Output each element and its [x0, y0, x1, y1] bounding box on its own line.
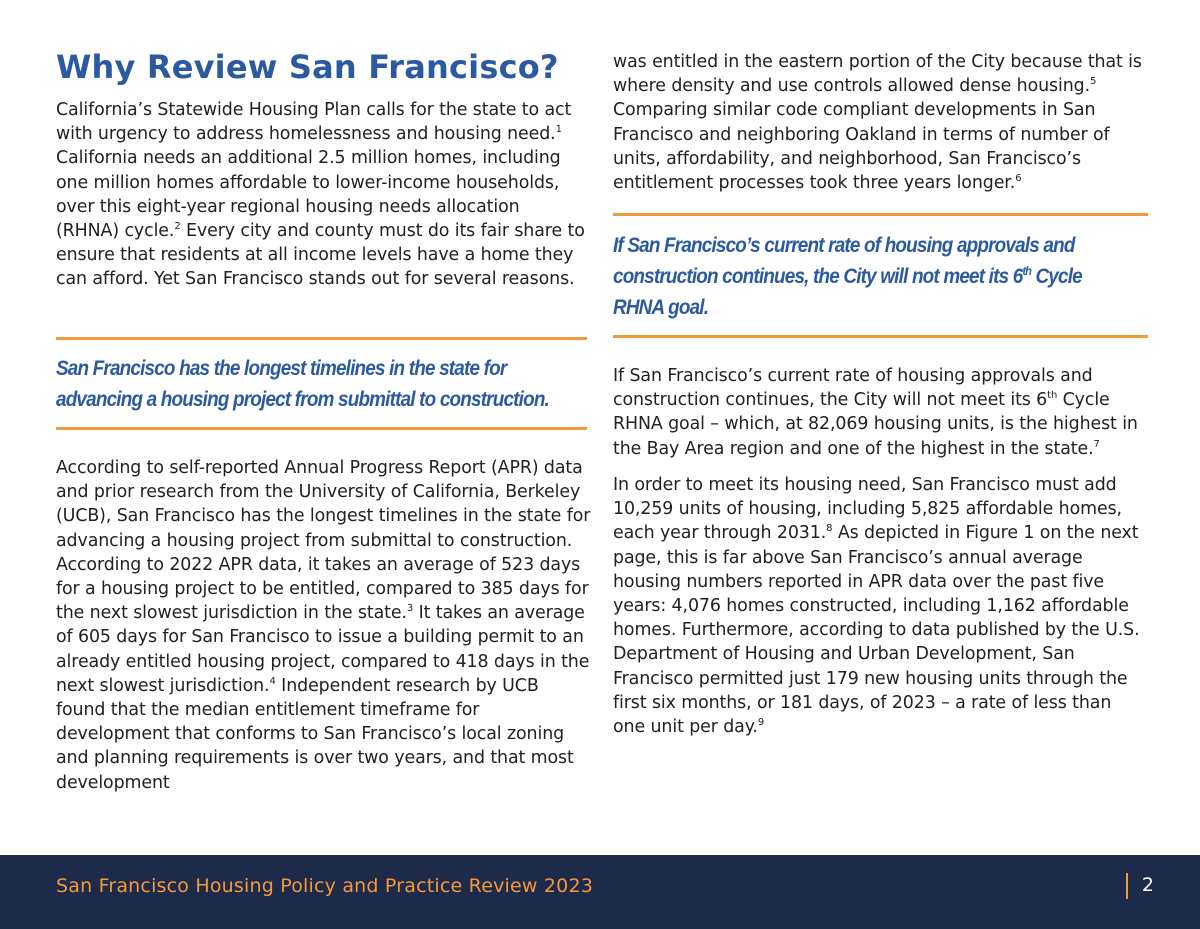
footnote-ref-2[interactable]: 2 [174, 221, 181, 233]
callout-line: RHNA goal. [613, 296, 709, 319]
footer-title: San Francisco Housing Policy and Practice Review 2023 [56, 875, 594, 897]
rhna-text-1: If San Francisco’s current rate of housing approvals and construction continues, the City will not meet its 6 [613, 366, 1093, 411]
continued-text-2: Comparing similar code compliant developments in San Francisco and neighboring Oakland in terms of number of units, affordability, and neighborhood, San Francisco’s entitlement processes took three years longer. [613, 100, 1110, 194]
rhna-paragraph: If San Francisco’s current rate of housing approvals and construction continues, the City will not meet its 6th Cycle RHNA goal – which, at 82,069 housing units, is the highest in the Bay Area region and one of the highest in the state.$^7$ [613, 366, 1138, 459]
footnote-ref-5[interactable]: 5 [1090, 76, 1097, 88]
footnote-ref-9[interactable]: 9 [757, 717, 765, 729]
intro-paragraph [56, 98, 588, 292]
continued-text-1: was entitled in the eastern portion of the City because that is where density and use controls allowed dense housing. [613, 52, 1142, 97]
callout-line: construction continues, the City will not meet its 6th Cycle [613, 264, 1082, 288]
intro-text-3: Every city and county must do its fair share to ensure that residents at all income levels have a home they can afford. Yet San Francisco stands out for several reasons. [56, 221, 585, 290]
callout-line: advancing a housing project from submittal to construction. [56, 388, 550, 411]
callout-rhna [613, 230, 1082, 323]
timelines-text-3: Independent research by UCB found that the median entitlement timeframe for development that conforms to San Francisco’s local zoning and planning requirements is over two years, and that most development [56, 675, 574, 793]
footer-separator [1126, 873, 1128, 899]
timelines-text-1: According to self-reported Annual Progress Report (APR) data and prior research from the University of California, Berkeley (UCB), San Francisco has the longest timelines in the state for advancing a housing project from submittal to construction. According to 2022 APR data, it takes an average of 523 days for a housing project to be entitled, compared to 385 days for the next slowest jurisdiction in the state. [56, 458, 591, 624]
intro-text-1: California’s Statewide Housing Plan calls for the state to act with urgency to address homelessness and housing need. [56, 100, 572, 145]
callout-divider-top-right [613, 213, 1148, 216]
callout-divider-bottom-left [56, 427, 587, 430]
callout-timelines [56, 353, 549, 415]
page-number: 2 [1141, 874, 1154, 896]
callout-line: If San Francisco’s current rate of housing approvals and [613, 234, 1075, 257]
timelines-paragraph [56, 456, 591, 795]
housing-need-paragraph [613, 473, 1141, 739]
rhna-text-2: Cycle RHNA goal – which, at 82,069 housing units, is the highest in the Bay Area region and one of the highest in the state. [613, 390, 1138, 459]
timelines-text-2: It takes an average of 605 days for San Francisco to issue a building permit to an already entitled housing project, compared to 418 days in the next slowest jurisdiction. [56, 603, 590, 696]
footnote-ref-3[interactable]: 3 [406, 603, 414, 615]
footnote-ref-8[interactable]: 8 [826, 523, 833, 535]
callout-line: San Francisco has the longest timelines in the state for [56, 357, 507, 380]
footnote-ref-6[interactable]: 6 [1015, 173, 1022, 185]
footnote-ref-1[interactable]: 1 [555, 124, 562, 136]
footnote-ref-7[interactable]: 7 [1093, 438, 1100, 450]
footnote-ref-4[interactable]: 4 [269, 676, 276, 688]
callout-divider-bottom-right [613, 335, 1148, 338]
page-title: Why Review San Francisco? [56, 48, 559, 86]
housing-need-text-1: In order to meet its housing need, San Francisco must add 10,259 units of housing, including 5,825 affordable homes, each year through 2031. [613, 475, 1122, 544]
page-footer [0, 855, 1200, 929]
housing-need-text-2: As depicted in Figure 1 on the next page, this is far above San Francisco’s annual average housing numbers reported in APR data over the past five years: 4,076 homes constructed, including 1,162 affordable homes. Furthermore, according to data published by the U.S. Department of Housing and Urban Development, San Francisco permitted just 179 new housing units through the first six months, or 181 days, of 2023 – a rate of less than one unit per day. [613, 523, 1140, 738]
intro-text-2: California needs an additional 2.5 million homes, including one million homes affordable to lower-income households, over this eight-year regional housing needs allocation (RHNA) cycle. [56, 148, 561, 242]
continued-paragraph [613, 50, 1148, 195]
callout-divider-top-left [56, 337, 587, 340]
